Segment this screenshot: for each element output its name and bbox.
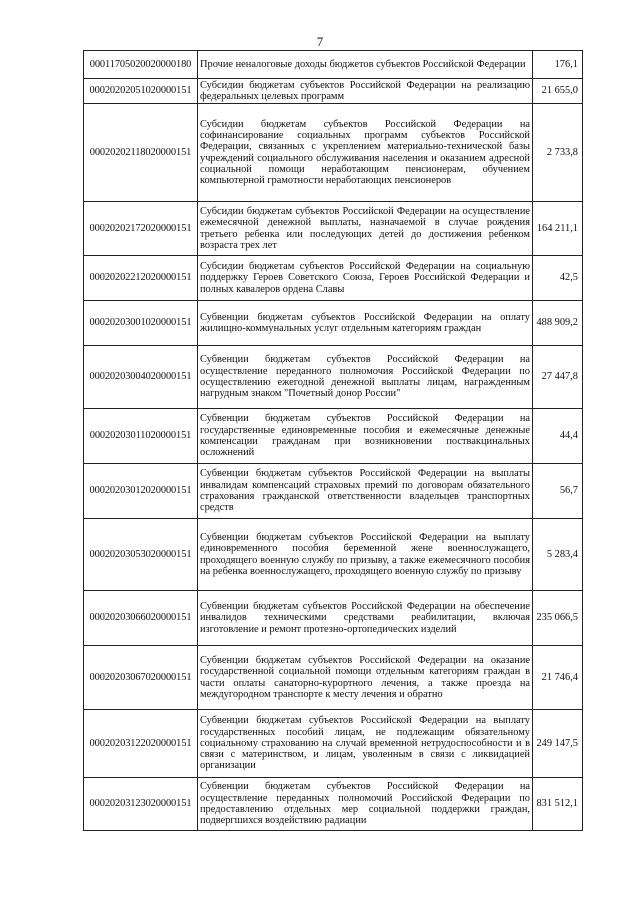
budget-code-cell: 00020203067020000151	[84, 646, 198, 710]
budget-code-cell: 00020202051020000151	[84, 79, 198, 104]
description-cell: Субсидии бюджетам субъектов Российской Федерации на социальную поддержку Героев Советского Союза, Героев Российской Федерации и полных кавалеров ордена Славы	[198, 256, 533, 301]
description-cell: Субвенции бюджетам субъектов Российской Федерации на осуществление переданных полномочий Российской Федерации по предоставлению отдельных мер социальной поддержки граждан, подвергшихся воздействию радиации	[198, 778, 533, 831]
table-row	[84, 464, 583, 519]
budget-code-cell: 00020202118020000151	[84, 104, 198, 202]
amount-cell: 56,7	[533, 464, 583, 519]
table-row	[84, 710, 583, 778]
amount-cell: 164 211,1	[533, 202, 583, 256]
amount-cell: 176,1	[533, 51, 583, 79]
table-row	[84, 591, 583, 646]
description-cell: Субсидии бюджетам субъектов Российской Федерации на реализацию федеральных целевых программ	[198, 79, 533, 104]
budget-code-cell: 00020203012020000151	[84, 464, 198, 519]
budget-code-cell: 00020203001020000151	[84, 301, 198, 346]
amount-cell: 42,5	[533, 256, 583, 301]
description-cell: Субвенции бюджетам субъектов Российской Федерации на выплату государственных пособий лицам, не подлежащим обязательному социальному страхованию на случай временной нетрудоспособности и в связи с материнством, и лицам, уволенным в связи с ликвидацией организации	[198, 710, 533, 778]
table-row	[84, 202, 583, 256]
amount-cell: 27 447,8	[533, 346, 583, 409]
description-cell: Субсидии бюджетам субъектов Российской Федерации на осуществление ежемесячной денежной выплаты, назначаемой в случае рождения третьего ребенка или последующих детей до достижения ребенком возраста трех лет	[198, 202, 533, 256]
table-row	[84, 256, 583, 301]
description-cell: Субвенции бюджетам субъектов Российской Федерации на оплату жилищно-коммунальных услуг отдельным категориям граждан	[198, 301, 533, 346]
description-cell: Субвенции бюджетам субъектов Российской Федерации на выплаты инвалидам компенсаций страховых премий по договорам обязательного страхования гражданской ответственности владельцев транспортных средств	[198, 464, 533, 519]
budget-code-cell: 00020203123020000151	[84, 778, 198, 831]
table-body	[84, 51, 583, 831]
description-cell: Субвенции бюджетам субъектов Российской Федерации на осуществление переданного полномочия Российской Федерации по осуществлению ежегодной денежной выплаты лицам, награжденным нагрудным знаком "Почетный донор России"	[198, 346, 533, 409]
description-cell: Прочие неналоговые доходы бюджетов субъектов Российской Федерации	[198, 51, 533, 79]
description-cell: Субвенции бюджетам субъектов Российской Федерации на оказание государственной социальной помощи отдельным категориям граждан в части оплаты санаторно-курортного лечения, а также проезда на междугородном транспорте к месту лечения и обратно	[198, 646, 533, 710]
budget-code-cell: 00020203122020000151	[84, 710, 198, 778]
budget-code-cell: 00020203066020000151	[84, 591, 198, 646]
amount-cell: 44,4	[533, 409, 583, 464]
table-row	[84, 519, 583, 591]
description-cell: Субвенции бюджетам субъектов Российской Федерации на обеспечение инвалидов техническими средствами реабилитации, включая изготовление и ремонт протезно-ортопедических изделий	[198, 591, 533, 646]
table-row	[84, 646, 583, 710]
amount-cell: 488 909,2	[533, 301, 583, 346]
table-row	[84, 346, 583, 409]
table-row	[84, 301, 583, 346]
budget-code-cell: 00020203011020000151	[84, 409, 198, 464]
budget-code-cell: 00020203004020000151	[84, 346, 198, 409]
description-cell: Субвенции бюджетам субъектов Российской Федерации на государственные единовременные пособия и ежемесячные денежные компенсации гражданам при возникновении поствакцинальных осложнений	[198, 409, 533, 464]
table-row	[84, 409, 583, 464]
budget-code-cell: 00020203053020000151	[84, 519, 198, 591]
amount-cell: 235 066,5	[533, 591, 583, 646]
description-cell: Субсидии бюджетам субъектов Российской Федерации на софинансирование социальных программ субъектов Российской Федерации, связанных с укреплением материально-технической базы учреждений социального обслуживания населения и оказанием адресной социальной помощи неработающим пенсионерам, обучением компьютерной грамотности неработающих пенсионеров	[198, 104, 533, 202]
budget-code-cell: 00011705020020000180	[84, 51, 198, 79]
table-row	[84, 778, 583, 831]
table-row	[84, 51, 583, 79]
amount-cell: 5 283,4	[533, 519, 583, 591]
budget-code-cell: 00020202212020000151	[84, 256, 198, 301]
description-cell: Субвенции бюджетам субъектов Российской Федерации на выплату единовременного пособия беременной жене военнослужащего, проходящего военную службу по призыву, а также ежемесячного пособия на ребенка военнослужащего, проходящего военную службу по призыву	[198, 519, 533, 591]
amount-cell: 2 733,8	[533, 104, 583, 202]
amount-cell: 831 512,1	[533, 778, 583, 831]
budget-revenue-table	[83, 50, 583, 831]
amount-cell: 249 147,5	[533, 710, 583, 778]
amount-cell: 21 655,0	[533, 79, 583, 104]
budget-code-cell: 00020202172020000151	[84, 202, 198, 256]
table-row	[84, 79, 583, 104]
table-row	[84, 104, 583, 202]
page-number: 7	[316, 34, 324, 49]
amount-cell: 21 746,4	[533, 646, 583, 710]
